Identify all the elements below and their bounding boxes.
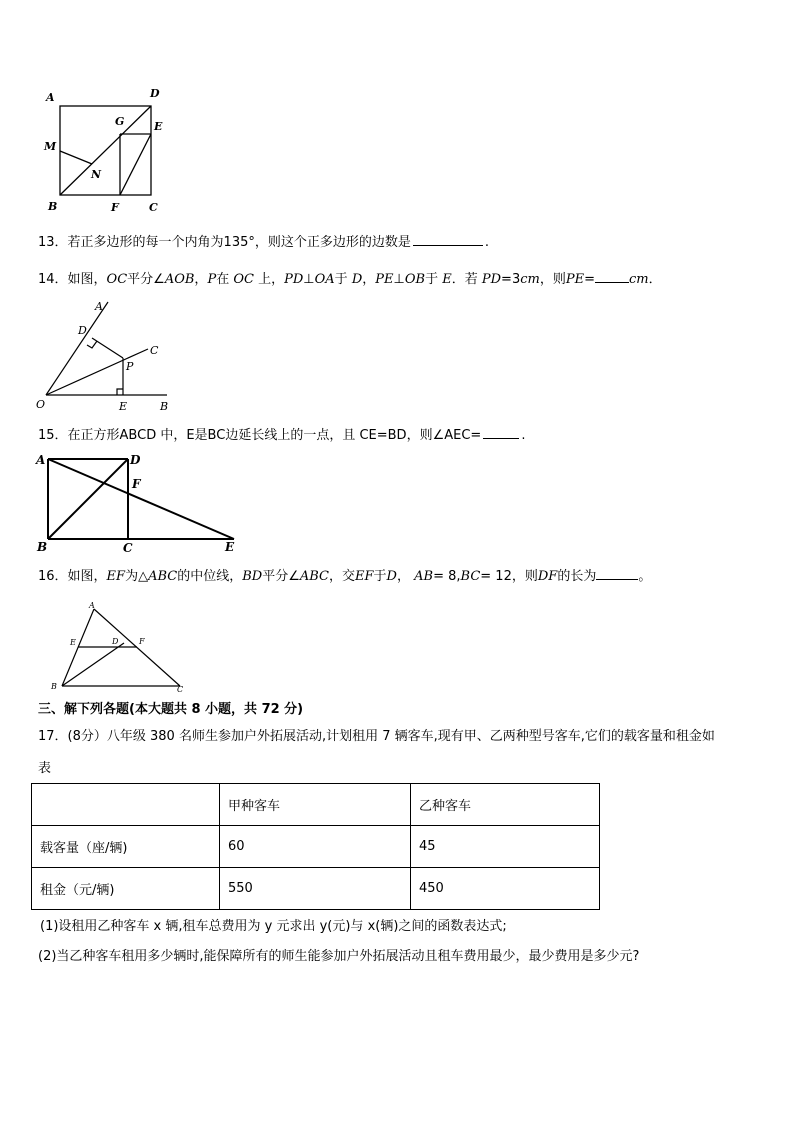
- label-g: G: [115, 115, 125, 128]
- rental-table: [31, 783, 600, 910]
- question-17-line2: 表: [38, 761, 52, 776]
- answer-blank: [413, 233, 483, 246]
- label-d: D: [130, 453, 141, 467]
- label-d: D: [78, 324, 87, 337]
- label-a: A: [95, 300, 103, 313]
- label-f: F: [132, 477, 141, 491]
- answer-blank: [596, 567, 638, 580]
- figure-angle-bisector: [32, 296, 182, 416]
- label-a: A: [46, 91, 55, 104]
- label-c: C: [150, 344, 159, 357]
- table-header-row: [32, 784, 600, 826]
- table-cell: 45: [411, 826, 600, 868]
- question-17-sub2: (2)当乙种客车租用多少辆时,能保障所有的师生能参加户外拓展活动且租车费用最少，最少费用是多少元?: [38, 949, 640, 964]
- table-cell: 租金（元/辆): [32, 868, 220, 910]
- label-m: M: [44, 140, 57, 153]
- question-17-sub1: (1)设租用乙种客车 x 辆,租车总费用为 y 元求出 y(元)与 x(辆)之间的函数表达式;: [40, 919, 507, 934]
- table-cell: 乙种客车: [411, 784, 600, 826]
- label-b: B: [51, 682, 57, 691]
- question-13: 13．若正多边形的每一个内角为135°，则这个正多边形的边数是 .: [38, 235, 489, 250]
- label-e: E: [70, 638, 76, 647]
- label-d: D: [112, 637, 119, 646]
- label-p: P: [126, 360, 134, 373]
- label-f: F: [139, 637, 145, 646]
- label-d: D: [150, 87, 160, 100]
- label-c: C: [123, 541, 133, 555]
- table-cell: 60: [220, 826, 411, 868]
- question-16: 16．如图，EF为△ABC的中位线，BD平分∠ABC，交EF于D， AB= 8,BC= 12，则DF的长为 。: [38, 569, 652, 584]
- question-14: 14．如图，OC平分∠AOB，P在 OC 上，PD⊥OA于 D，PE⊥OB于 E．若 PD=3cm，则PE= cm．: [38, 272, 662, 287]
- table-cell: [32, 784, 220, 826]
- answer-blank: [483, 426, 519, 439]
- question-17-line1: 17．(8分）八年级 380 名师生参加户外拓展活动,计划租用 7 辆客车,现有甲、乙两种型号客车,它们的载客量和租金如: [38, 729, 715, 744]
- label-n: N: [91, 168, 102, 181]
- question-15: 15．在正方形ABCD 中，E是BC边延长线上的一点，且 CE=BD，则∠AEC= .: [38, 428, 526, 443]
- label-c: C: [177, 685, 184, 694]
- table-cell: 甲种客车: [220, 784, 411, 826]
- label-f: F: [111, 201, 119, 214]
- label-o: O: [36, 398, 46, 411]
- label-a: A: [89, 601, 95, 610]
- figure-square-extension: [34, 450, 244, 555]
- section-3-title: 三、解下列各题(本大题共 8 小题，共 72 分): [38, 702, 304, 717]
- figure-square-mgnef: [40, 82, 175, 217]
- table-row: [32, 868, 600, 910]
- label-e: E: [119, 400, 128, 413]
- table-cell: 载客量（座/辆): [32, 826, 220, 868]
- label-b: B: [37, 540, 48, 554]
- table-cell: 550: [220, 868, 411, 910]
- label-b: B: [160, 400, 169, 413]
- label-b: B: [48, 200, 58, 213]
- table-cell: 450: [411, 868, 600, 910]
- label-c: C: [149, 201, 158, 214]
- answer-blank: [595, 270, 629, 283]
- label-e: E: [225, 540, 235, 554]
- figure-triangle-midline: [46, 600, 196, 695]
- label-e: E: [154, 120, 163, 133]
- table-row: [32, 826, 600, 868]
- label-a: A: [36, 453, 46, 467]
